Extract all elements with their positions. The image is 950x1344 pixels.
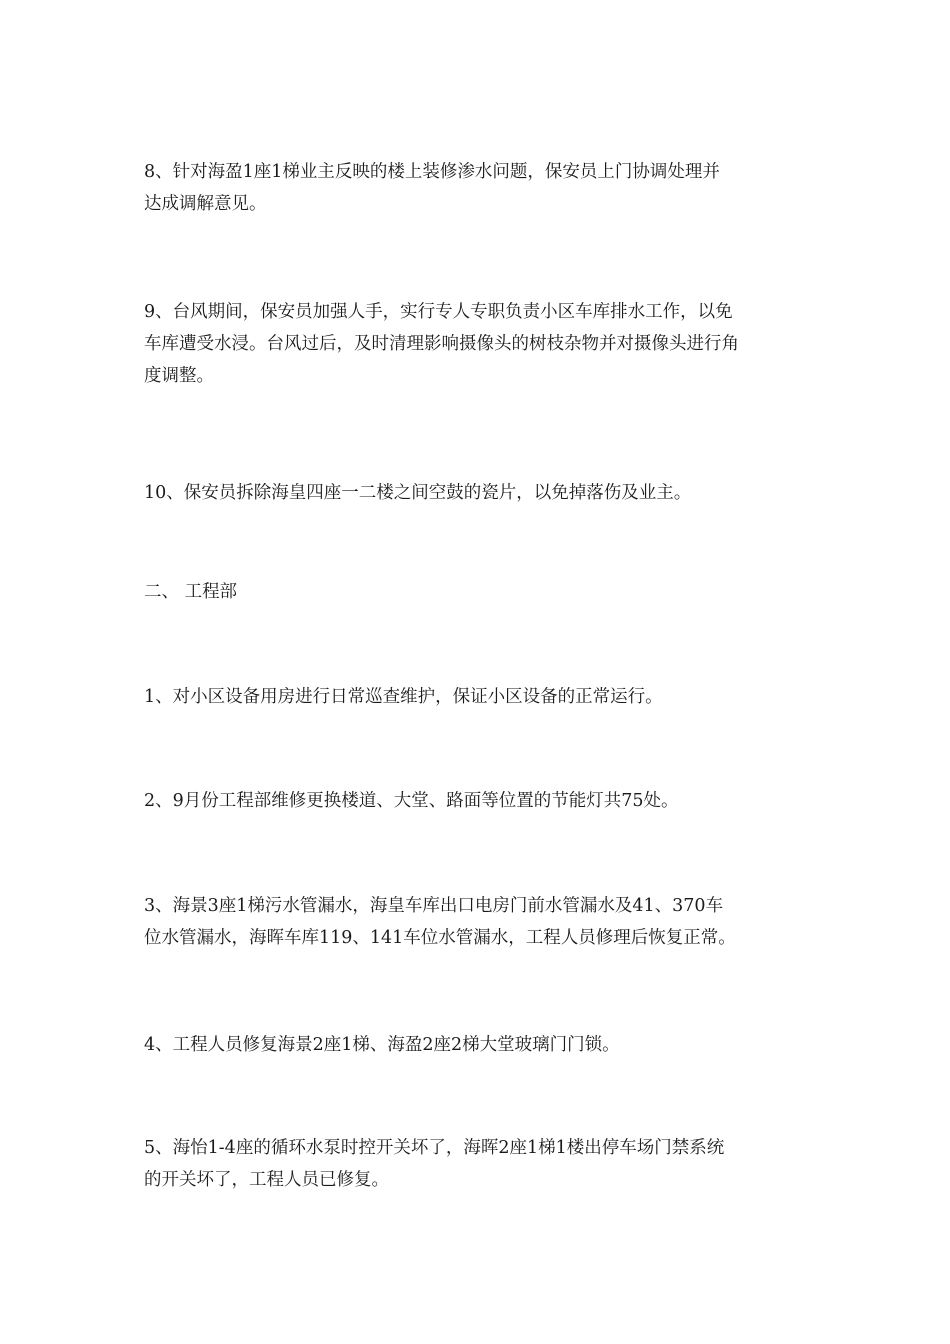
paragraph-eng-item-2	[144, 785, 809, 817]
text-line: 1、对小区设备用房进行日常巡查维护，保证小区设备的正常运行。	[144, 687, 663, 707]
text-line: 达成调解意见。	[144, 194, 267, 214]
text-line: 10、保安员拆除海皇四座一二楼之间空鼓的瓷片，以免掉落伤及业主。	[144, 483, 692, 503]
text-line: 4、工程人员修复海景2座1梯、海盈2座2梯大堂玻璃门门锁。	[144, 1035, 620, 1055]
paragraph-eng-item-1	[144, 681, 809, 713]
paragraph-eng-item-5	[144, 1132, 809, 1196]
text-line: 3、海景3座1梯污水管漏水，海皇车库出口电房门前水管漏水及41、370车	[144, 896, 724, 916]
text-line: 5、海怡1-4座的循环水泵时控开关坏了，海晖2座1梯1楼出停车场门禁系统	[144, 1138, 725, 1158]
paragraph-item-9	[144, 296, 809, 392]
text-line: 位水管漏水，海晖车库119、141车位水管漏水，工程人员修理后恢复正常。	[144, 928, 736, 948]
text-line: 度调整。	[144, 366, 214, 386]
paragraph-item-10	[144, 477, 809, 509]
text-line: 车库遭受水浸。台风过后，及时清理影响摄像头的树枝杂物并对摄像头进行角	[144, 334, 739, 354]
section-heading-engineering	[144, 576, 809, 608]
paragraph-eng-item-4	[144, 1029, 809, 1061]
text-line: 2、9月份工程部维修更换楼道、大堂、路面等位置的节能灯共75处。	[144, 791, 679, 811]
paragraph-eng-item-3	[144, 890, 809, 954]
text-line: 的开关坏了，工程人员已修复。	[144, 1170, 389, 1190]
heading-text: 二、 工程部	[144, 582, 238, 602]
text-line: 9、台风期间，保安员加强人手，实行专人专职负责小区车库排水工作，以免	[144, 302, 733, 322]
paragraph-item-8	[144, 156, 809, 220]
text-line: 8、针对海盈1座1梯业主反映的楼上装修渗水问题，保安员上门协调处理并	[144, 162, 720, 182]
